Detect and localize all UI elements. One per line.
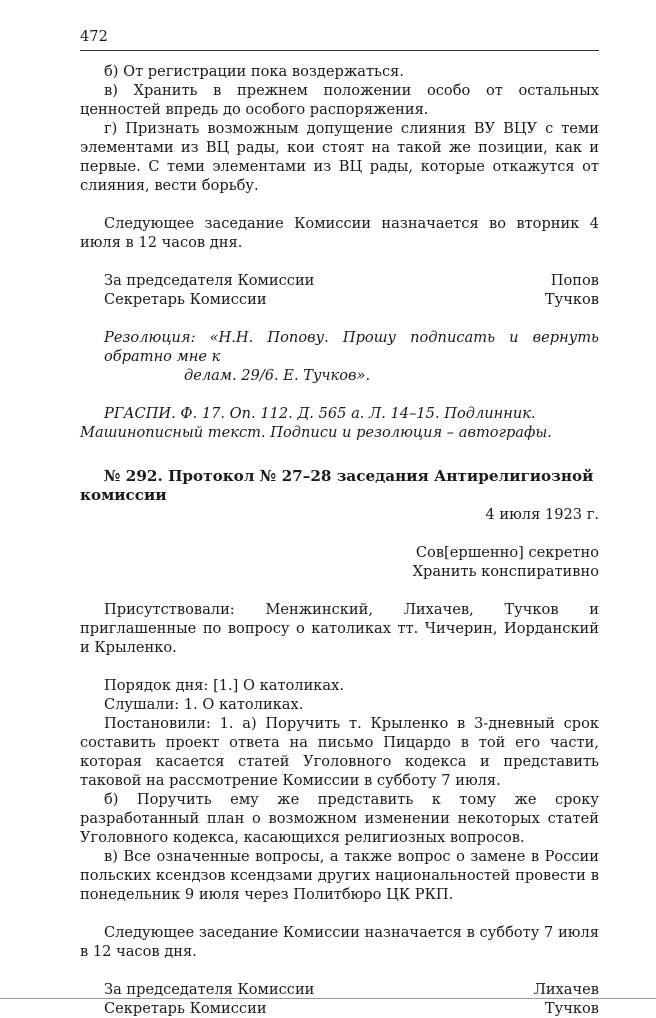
document-date: 4 июля 1923 г.	[485, 506, 599, 523]
signature-row	[80, 271, 599, 290]
page-number: 472	[80, 28, 108, 45]
item-v: в) Хранить в прежнем положении особо от остальных ценностей впредь до особого распоряжения.	[80, 82, 599, 118]
bottom-edge-rule	[0, 998, 656, 999]
agenda: Порядок дня: [1.] О католиках.	[104, 677, 344, 694]
secrecy-line-1: Сов[ершенно] секретно	[415, 544, 599, 561]
signature-name: Тучков	[544, 1000, 599, 1017]
resolution-note	[80, 328, 599, 385]
next-meeting-notice: Следующее заседание Комиссии назначается во вторник 4 июля в 12 часов дня.	[80, 215, 599, 251]
heard: Слушали: 1. О католиках.	[104, 696, 304, 713]
item-g: г) Признать возможным допущение слияния ВУ ВЦУ с теми элементами из ВЦ рады, кои стоят на такой же позиции, как и первые. С теми элементами из ВЦ рады, которые откажутся от слияния, вести борьбу.	[80, 120, 599, 194]
signature-role: Секретарь Комиссии	[104, 291, 267, 308]
attendees: Присутствовали: Менжинский, Лихачев, Тучков и приглашенные по вопросу о католиках тт. Чичерин, Иорданский и Крыленко.	[80, 601, 599, 656]
signature-name: Тучков	[544, 291, 599, 308]
secrecy-stamp	[80, 543, 599, 581]
item-b: б) От регистрации пока воздержаться.	[104, 63, 404, 80]
signature-role: За председателя Комиссии	[104, 272, 315, 289]
signature-row	[80, 980, 599, 999]
signature-row	[80, 290, 599, 309]
resolution-line-2: делам. 29/6. Е. Тучков».	[184, 367, 371, 384]
signature-name: Лихачев	[533, 981, 599, 998]
signature-name: Попов	[550, 272, 599, 289]
signature-role: За председателя Комиссии	[104, 981, 315, 998]
signature-role: Секретарь Комиссии	[104, 1000, 267, 1017]
signature-block	[80, 980, 599, 1018]
next-meeting-notice: Следующее заседание Комиссии назначается в субботу 7 июля в 12 часов дня.	[80, 924, 599, 960]
header-rule	[80, 50, 599, 51]
signature-row	[80, 999, 599, 1018]
decision-b: б) Поручить ему же представить к тому же сроку разработанный план о возможном изменении некоторых статей Уголовного кодекса, касающихся религиозных вопросов.	[80, 791, 599, 846]
resolution-line-1: Резолюция: «Н.Н. Попову. Прошу подписать и вернуть обратно мне к	[104, 329, 599, 365]
page-content	[80, 62, 599, 1018]
decision-v: в) Все означенные вопросы, а также вопрос о замене в России польских ксендзов ксендзами других национальностей провести в понедельник 9 июля через Политбюро ЦК РКП.	[80, 848, 599, 903]
signature-block	[80, 271, 599, 309]
document-title: № 292. Протокол № 27–28 заседания Антирелигиозной комиссии	[80, 467, 594, 504]
secrecy-line-2: Хранить конспиративно	[412, 563, 599, 580]
decision-a: Постановили: 1. а) Поручить т. Крыленко в 3-дневный срок составить проект ответа на письмо Пицардо в той его части, которая касается статей Уголовного кодекса и представить таковой на рассмотрение Комиссии в субботу 7 июля.	[80, 715, 599, 789]
archive-source: РГАСПИ. Ф. 17. Оп. 112. Д. 565 а. Л. 14–15. Подлинник. Машинописный текст. Подписи и резолюция – автографы.	[80, 405, 552, 441]
